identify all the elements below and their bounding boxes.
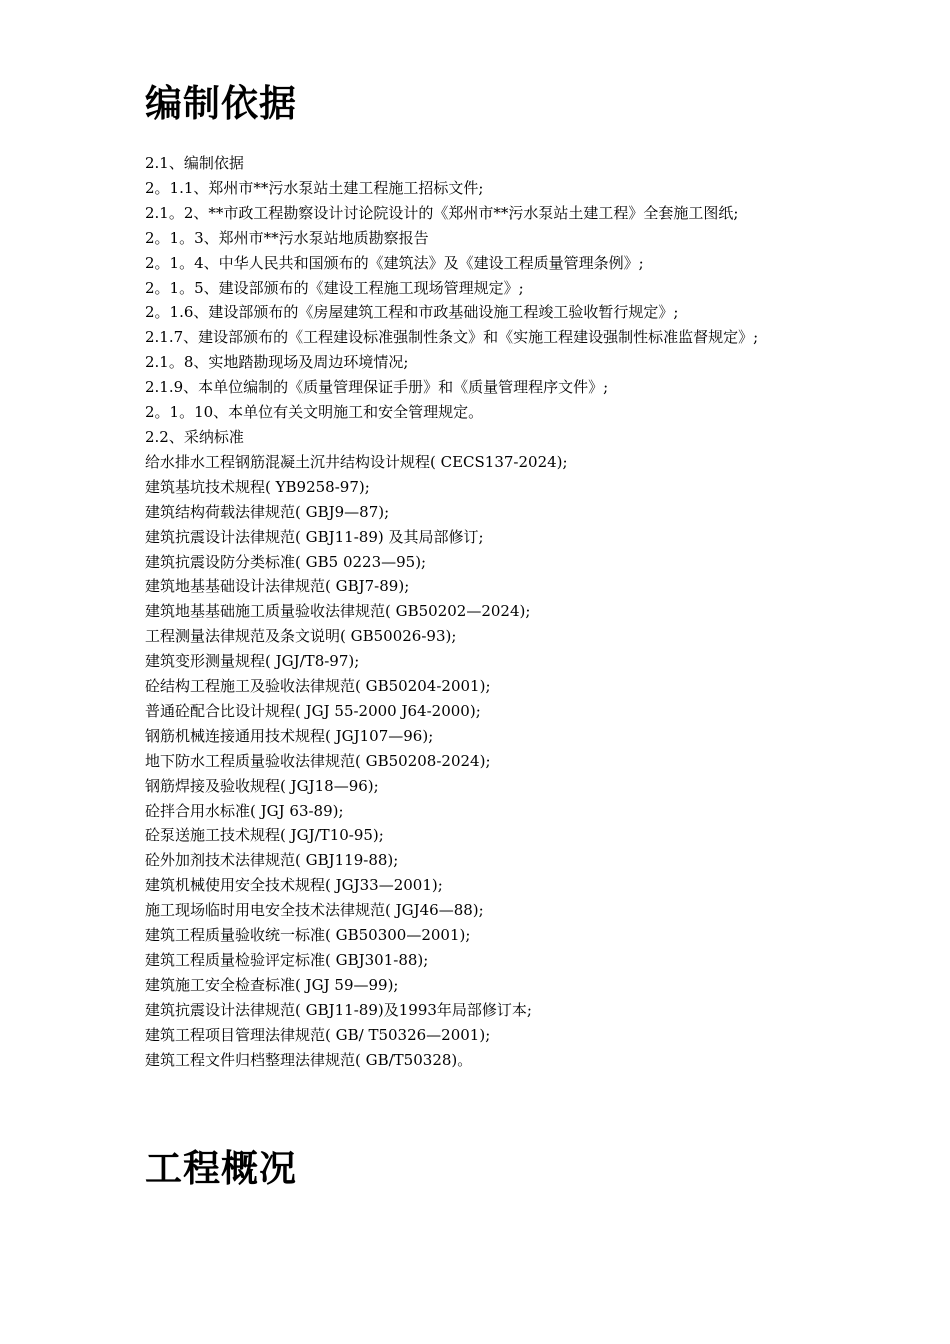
body-line: 建筑地基基础施工质量验收法律规范( GB50202—2024); xyxy=(145,602,531,621)
body-line: 建筑基坑技术规程( YB9258-97); xyxy=(145,477,370,496)
body-line: 2.1.9、本单位编制的《质量管理保证手册》和《质量管理程序文件》; xyxy=(145,378,609,397)
body-line: 建筑工程质量检验评定标准( GBJ301-88); xyxy=(145,951,429,969)
document-body xyxy=(145,151,810,1073)
body-line: 建筑变形测量规程( JGJ/T8-97); xyxy=(145,652,360,671)
body-line: 2.2、采纳标准 xyxy=(145,427,244,446)
body-line: 2。1。10、本单位有关文明施工和安全管理规定。 xyxy=(145,403,484,422)
body-line: 2.1。2、**市政工程勘察设计讨论院设计的《郑州市**污水泵站土建工程》全套施工图纸; xyxy=(145,203,739,222)
body-line: 建筑抗震设计法律规范( GBJ11-89) 及其局部修订; xyxy=(145,527,484,546)
body-line: 建筑工程文件归档整理法律规范( GB/T50328)。 xyxy=(145,1050,473,1069)
body-line: 2。1.6、建设部颁布的《房屋建筑工程和市政基础设施工程竣工验收暂行规定》; xyxy=(145,303,679,322)
body-line: 2.1.7、建设部颁布的《工程建设标准强制性条文》和《实施工程建设强制性标准监督规定》; xyxy=(145,328,759,347)
body-line: 建筑机械使用安全技术规程( JGJ33—2001); xyxy=(145,876,443,895)
body-line: 2。1。4、中华人民共和国颁布的《建筑法》及《建设工程质量管理条例》; xyxy=(145,253,644,272)
body-line: 建筑抗震设防分类标准( GB5 0223—95); xyxy=(145,552,427,571)
body-line: 建筑施工安全检查标准( JGJ 59—99); xyxy=(145,975,399,994)
section-heading-overview: 工程概况 xyxy=(145,1147,297,1190)
body-line: 砼拌合用水标准( JGJ 63-89); xyxy=(145,801,344,820)
body-line: 普通砼配合比设计规程( JGJ 55-2000 J64-2000); xyxy=(145,701,481,720)
body-line: 2.1、编制依据 xyxy=(145,154,244,172)
body-line: 2。1.1、郑州市**污水泵站土建工程施工招标文件; xyxy=(145,178,484,197)
body-line: 2。1。3、郑州市**污水泵站地质勘察报告 xyxy=(145,228,429,247)
body-line: 地下防水工程质量验收法律规范( GB50208-2024); xyxy=(145,751,491,770)
body-line: 砼泵送施工技术规程( JGJ/T10-95); xyxy=(145,826,384,845)
body-line: 钢筋焊接及验收规程( JGJ18—96); xyxy=(145,776,379,795)
body-line: 建筑抗震设计法律规范( GBJ11-89)及1993年局部修订本; xyxy=(145,1000,532,1019)
body-line: 工程测量法律规范及条文说明( GB50026-93); xyxy=(145,627,457,646)
body-line: 建筑结构荷载法律规范( GBJ9—87); xyxy=(145,502,390,521)
body-line: 施工现场临时用电安全技术法律规范( JGJ46—88); xyxy=(145,901,484,920)
body-line: 建筑地基基础设计法律规范( GBJ7-89); xyxy=(145,577,410,596)
body-line: 钢筋机械连接通用技术规程( JGJ107—96); xyxy=(145,726,434,745)
body-line: 砼结构工程施工及验收法律规范( GB50204-2001); xyxy=(145,677,491,696)
section-heading-basis: 编制依据 xyxy=(145,82,297,125)
body-line: 给水排水工程钢筋混凝土沉井结构设计规程( CECS137-2024); xyxy=(145,452,568,471)
body-line: 建筑工程项目管理法律规范( GB/ T50326—2001); xyxy=(145,1025,491,1044)
body-line: 砼外加剂技术法律规范( GBJ119-88); xyxy=(145,851,399,870)
body-line: 2。1。5、建设部颁布的《建设工程施工现场管理规定》; xyxy=(145,278,524,297)
body-line: 2.1。8、实地踏勘现场及周边环境情况; xyxy=(145,353,409,372)
body-line: 建筑工程质量验收统一标准( GB50300—2001); xyxy=(145,926,471,945)
